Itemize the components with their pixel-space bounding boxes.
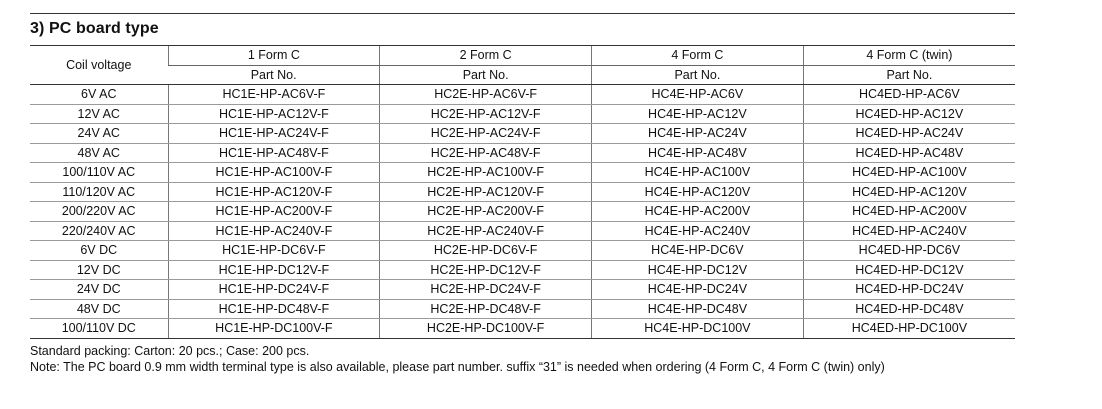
table-row	[30, 124, 1015, 144]
coil-voltage-cell: 6V AC	[30, 85, 168, 105]
coil-voltage-cell: 12V DC	[30, 260, 168, 280]
terminal-type-note: Note: The PC board 0.9 mm width terminal type is also available, please part number. suffix “31” is needed when ordering (4 Form C, 4 Form C (twin) only)	[30, 360, 885, 374]
part-number-cell: HC1E-HP-DC12V-F	[168, 260, 380, 280]
part-number-cell: HC4E-HP-AC6V	[592, 85, 804, 105]
table-row	[30, 163, 1015, 183]
notes-block	[30, 343, 885, 375]
part-number-cell: HC2E-HP-AC240V-F	[380, 221, 592, 241]
part-number-cell: HC4E-HP-AC100V	[592, 163, 804, 183]
part-number-cell: HC2E-HP-AC120V-F	[380, 182, 592, 202]
part-number-cell: HC4ED-HP-DC6V	[803, 241, 1015, 261]
part-number-cell: HC2E-HP-DC12V-F	[380, 260, 592, 280]
part-number-cell: HC2E-HP-AC6V-F	[380, 85, 592, 105]
part-number-cell: HC4ED-HP-AC12V	[803, 104, 1015, 124]
table-row	[30, 260, 1015, 280]
part-number-cell: HC2E-HP-AC48V-F	[380, 143, 592, 163]
coil-voltage-cell: 12V AC	[30, 104, 168, 124]
part-number-cell: HC4E-HP-AC24V	[592, 124, 804, 144]
part-number-cell: HC4E-HP-AC240V	[592, 221, 804, 241]
table-row	[30, 104, 1015, 124]
part-no-header-3: Part No.	[592, 65, 804, 85]
table-row	[30, 299, 1015, 319]
part-number-cell: HC1E-HP-DC6V-F	[168, 241, 380, 261]
table-row	[30, 143, 1015, 163]
part-number-cell: HC4E-HP-DC100V	[592, 319, 804, 339]
part-number-cell: HC1E-HP-DC24V-F	[168, 280, 380, 300]
part-number-cell: HC4ED-HP-AC120V	[803, 182, 1015, 202]
coil-voltage-cell: 48V DC	[30, 299, 168, 319]
part-number-cell: HC2E-HP-AC12V-F	[380, 104, 592, 124]
part-number-cell: HC4E-HP-DC48V	[592, 299, 804, 319]
table-row	[30, 221, 1015, 241]
table-row	[30, 202, 1015, 222]
part-number-cell: HC1E-HP-AC100V-F	[168, 163, 380, 183]
part-number-cell: HC4ED-HP-AC200V	[803, 202, 1015, 222]
part-number-cell: HC2E-HP-AC100V-F	[380, 163, 592, 183]
coil-voltage-cell: 110/120V AC	[30, 182, 168, 202]
part-number-cell: HC1E-HP-AC120V-F	[168, 182, 380, 202]
coil-voltage-cell: 24V DC	[30, 280, 168, 300]
part-number-cell: HC4ED-HP-DC100V	[803, 319, 1015, 339]
part-no-header-1: Part No.	[168, 65, 380, 85]
coil-voltage-cell: 100/110V DC	[30, 319, 168, 339]
coil-voltage-cell: 220/240V AC	[30, 221, 168, 241]
part-number-cell: HC2E-HP-AC24V-F	[380, 124, 592, 144]
section-title: 3) PC board type	[30, 20, 159, 37]
header-row-forms	[30, 46, 1015, 66]
part-number-cell: HC2E-HP-DC48V-F	[380, 299, 592, 319]
part-number-cell: HC4ED-HP-DC12V	[803, 260, 1015, 280]
coil-voltage-cell: 6V DC	[30, 241, 168, 261]
coil-voltage-cell: 100/110V AC	[30, 163, 168, 183]
table-row	[30, 85, 1015, 105]
part-number-cell: HC4E-HP-DC24V	[592, 280, 804, 300]
coil-voltage-cell: 48V AC	[30, 143, 168, 163]
part-number-cell: HC4ED-HP-AC100V	[803, 163, 1015, 183]
form-header-2: 2 Form C	[380, 46, 592, 66]
part-number-cell: HC4E-HP-AC120V	[592, 182, 804, 202]
table-row	[30, 182, 1015, 202]
part-number-cell: HC2E-HP-DC24V-F	[380, 280, 592, 300]
table-row	[30, 280, 1015, 300]
part-number-cell: HC2E-HP-AC200V-F	[380, 202, 592, 222]
part-number-cell: HC4ED-HP-DC48V	[803, 299, 1015, 319]
coil-voltage-cell: 200/220V AC	[30, 202, 168, 222]
part-number-cell: HC4E-HP-AC200V	[592, 202, 804, 222]
part-number-cell: HC4E-HP-DC6V	[592, 241, 804, 261]
part-number-cell: HC4E-HP-AC12V	[592, 104, 804, 124]
part-number-cell: HC1E-HP-AC48V-F	[168, 143, 380, 163]
part-number-cell: HC4ED-HP-DC24V	[803, 280, 1015, 300]
part-number-cell: HC2E-HP-DC100V-F	[380, 319, 592, 339]
part-number-cell: HC1E-HP-AC6V-F	[168, 85, 380, 105]
part-number-cell: HC1E-HP-DC100V-F	[168, 319, 380, 339]
form-header-3: 4 Form C	[592, 46, 804, 66]
header-row-part-no	[30, 65, 1015, 85]
pc-board-type-table	[30, 45, 1015, 339]
top-divider	[30, 13, 1015, 14]
part-no-header-2: Part No.	[380, 65, 592, 85]
part-number-cell: HC2E-HP-DC6V-F	[380, 241, 592, 261]
table-row	[30, 319, 1015, 339]
part-no-header-4: Part No.	[803, 65, 1015, 85]
part-number-cell: HC1E-HP-AC24V-F	[168, 124, 380, 144]
part-number-cell: HC1E-HP-AC12V-F	[168, 104, 380, 124]
part-number-cell: HC1E-HP-AC240V-F	[168, 221, 380, 241]
coil-voltage-cell: 24V AC	[30, 124, 168, 144]
part-number-cell: HC4ED-HP-AC48V	[803, 143, 1015, 163]
standard-packing-note: Standard packing: Carton: 20 pcs.; Case: 200 pcs.	[30, 344, 310, 358]
table-row	[30, 241, 1015, 261]
form-header-4: 4 Form C (twin)	[803, 46, 1015, 66]
form-header-1: 1 Form C	[168, 46, 380, 66]
part-number-cell: HC4E-HP-AC48V	[592, 143, 804, 163]
part-number-cell: HC4ED-HP-AC6V	[803, 85, 1015, 105]
part-number-cell: HC4ED-HP-AC240V	[803, 221, 1015, 241]
coil-voltage-header: Coil voltage	[30, 46, 168, 85]
part-number-cell: HC1E-HP-AC200V-F	[168, 202, 380, 222]
part-number-cell: HC1E-HP-DC48V-F	[168, 299, 380, 319]
part-number-cell: HC4E-HP-DC12V	[592, 260, 804, 280]
part-number-cell: HC4ED-HP-AC24V	[803, 124, 1015, 144]
